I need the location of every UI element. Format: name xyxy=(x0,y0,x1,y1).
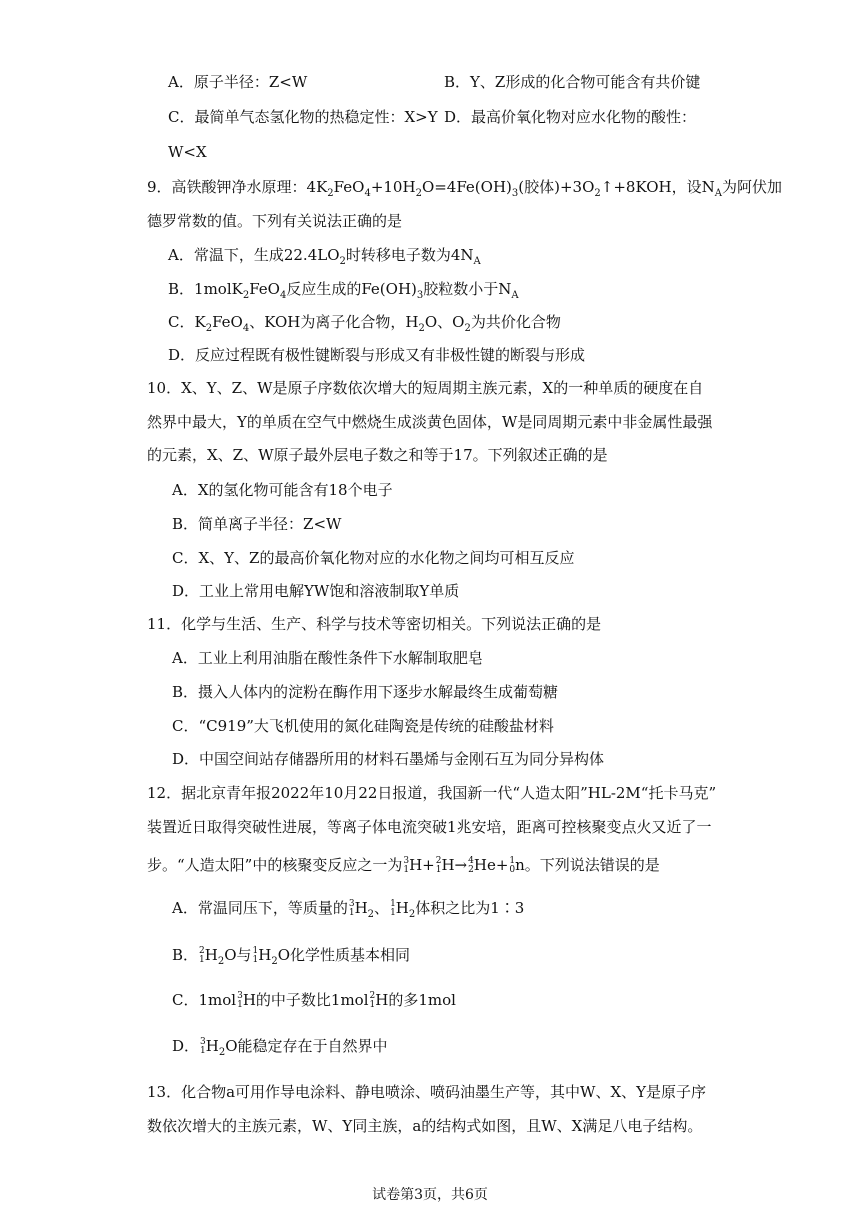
q11-option-d: D．中国空间站存储器所用的材料石墨烯与金刚石互为同分异构体 xyxy=(172,750,605,768)
q9-stem-line2: 德罗常数的值。下列有关说法正确的是 xyxy=(147,212,403,230)
q8-option-c: C．最简单气态氢化物的热稳定性：X>Y xyxy=(168,108,438,126)
q10-stem-line3: 的元素，X、Z、W原子最外层电子数之和等于17。下列叙述正确的是 xyxy=(147,446,608,464)
q11-option-c: C．“C919”大飞机使用的氮化硅陶瓷是传统的硅酸盐材料 xyxy=(172,717,554,735)
q12-option-c: C．1mol 3 1 H的中子数比1mol 2 1 H的多1mol xyxy=(172,991,456,1010)
q8-option-b: B．Y、Z形成的化合物可能含有共价键 xyxy=(444,73,701,91)
q12-option-b: B． 2 1 $H_2O$与 1 1 $H_2O$化学性质基本相同 xyxy=(172,946,411,967)
q10-stem-line2: 然界中最大，Y的单质在空气中燃烧生成淡黄色固体，W是同周期元素中非金属性最强 xyxy=(147,413,713,431)
q9-option-c: C．$K_2FeO_4$、KOH为离子化合物，$H_2O$、$O_2$为共价化合物 xyxy=(168,313,561,334)
q10-stem-line1: 10．X、Y、Z、W是原子序数依次增大的短周期主族元素，X的一种单质的硬度在自 xyxy=(147,379,704,397)
q9-option-b: B．1molK$_2$FeO$_4$反应生成的$Fe(OH)_3$胶粒数小于$N_A$ xyxy=(168,280,519,301)
q11-option-b: B．摄入人体内的淀粉在酶作用下逐步水解最终生成葡萄糖 xyxy=(172,683,559,701)
q10-option-d: D．工业上常用电解YW饱和溶液制取Y单质 xyxy=(172,582,460,600)
q8-option-a: A．原子半径：Z<W xyxy=(168,73,308,91)
q10-option-c: C．X、Y、Z的最高价氧化物对应的水化物之间均可相互反应 xyxy=(172,549,575,567)
q13-stem-line2: 数依次增大的主族元素，W、Y同主族，a的结构式如图，且W、X满足八电子结构。 xyxy=(147,1117,703,1135)
q11-stem: 11．化学与生活、生产、科学与技术等密切相关。下列说法正确的是 xyxy=(147,615,602,633)
q12-option-a: A．常温同压下，等质量的 3 1 $H_2$、 1 1 $H_2$体积之比为1∶3 xyxy=(172,899,525,920)
q13-stem-line1: 13．化合物a可用作导电涂料、静电喷涂、喷码油墨生产等，其中W、X、Y是原子序 xyxy=(147,1083,707,1101)
q9-option-d: D．反应过程既有极性键断裂与形成又有非极性键的断裂与形成 xyxy=(168,346,586,364)
q12-stem-line2: 装置近日取得突破性进展，等离子体电流突破1兆安培，距离可控核聚变点火又近了一 xyxy=(147,818,712,836)
q12-option-d: D． 3 1 $H_2O$能稳定存在于自然界中 xyxy=(172,1037,388,1058)
q12-stem-line3: 步。“人造太阳”中的核聚变反应之一为 3 1 H+ 2 1 H→ 4 2 He+ 1 0 n。下列说法错误的是 xyxy=(147,856,660,875)
q8-option-d-cont: W<X xyxy=(168,143,207,161)
q10-option-a: A．X的氢化物可能含有18个电子 xyxy=(172,481,393,499)
q12-stem-line1: 12．据北京青年报2022年10月22日报道，我国新一代“人造太阳”HL-2M“托卡马克” xyxy=(147,784,717,802)
q10-option-b: B．简单离子半径：Z<W xyxy=(172,515,342,533)
page-footer: 试卷第3页，共6页 xyxy=(372,1187,488,1203)
q11-option-a: A．工业上利用油脂在酸性条件下水解制取肥皂 xyxy=(172,649,483,667)
q9-option-a: A．常温下，生成$22.4LO_2$时转移电子数为$4N_A$ xyxy=(168,246,481,267)
q8-option-d: D．最高价氧化物对应水化物的酸性： xyxy=(444,108,697,126)
q9-stem-line1: 9．高铁酸钾净水原理：$4K_2FeO_4+10H_2O=4Fe(OH)_3$(胶体)$+3O_2↑+8KOH$，设$N_A$为阿伏加 xyxy=(147,178,783,199)
